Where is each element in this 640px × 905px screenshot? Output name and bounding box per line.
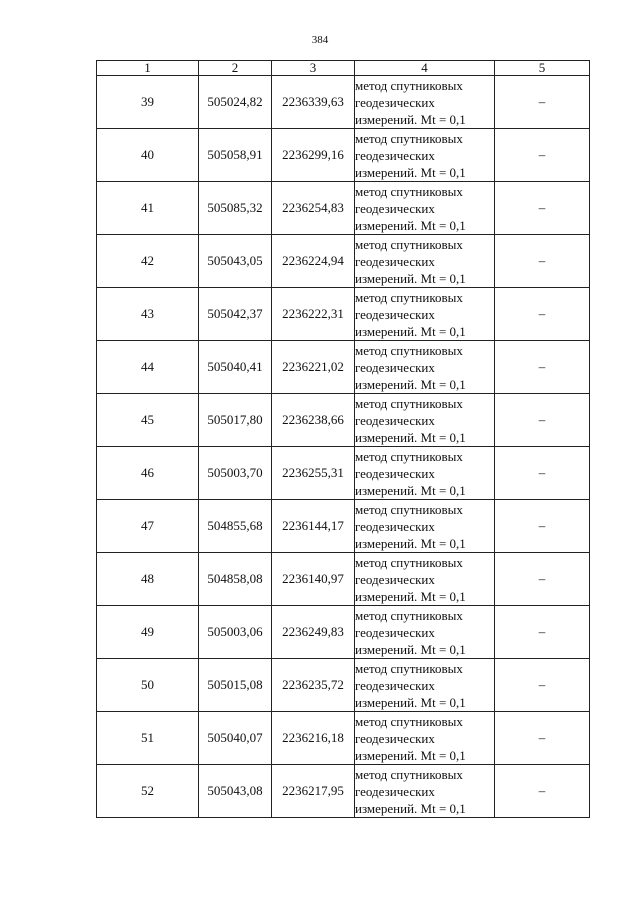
column-header-4: 4 bbox=[355, 61, 495, 76]
table-row bbox=[97, 500, 590, 553]
point-number-cell: 47 bbox=[97, 500, 199, 553]
method-line: метод спутниковых bbox=[355, 395, 463, 411]
method-line: измерений. Mt = 0,1 bbox=[355, 747, 466, 763]
method-line: измерений. Mt = 0,1 bbox=[355, 217, 466, 233]
header-row bbox=[97, 61, 590, 76]
method-line: метод спутниковых bbox=[355, 236, 463, 252]
y-coordinate-cell: 2236224,94 bbox=[272, 235, 355, 288]
point-number-cell: 40 bbox=[97, 129, 199, 182]
y-coordinate-cell: 2236339,63 bbox=[272, 76, 355, 129]
table-row bbox=[97, 712, 590, 765]
method-cell bbox=[355, 606, 495, 659]
table-row bbox=[97, 394, 590, 447]
page-number: 384 bbox=[311, 34, 329, 46]
table-row bbox=[97, 606, 590, 659]
point-number-cell: 44 bbox=[97, 341, 199, 394]
x-coordinate-cell: 505043,05 bbox=[199, 235, 272, 288]
method-line: метод спутниковых bbox=[355, 183, 463, 199]
x-coordinate-cell: 505040,07 bbox=[199, 712, 272, 765]
mark-cell: – bbox=[495, 606, 590, 659]
method-line: метод спутниковых bbox=[355, 713, 463, 729]
mark-cell: – bbox=[495, 659, 590, 712]
x-coordinate-cell: 505015,08 bbox=[199, 659, 272, 712]
point-number-cell: 50 bbox=[97, 659, 199, 712]
method-line: геодезических bbox=[355, 147, 435, 163]
method-line: измерений. Mt = 0,1 bbox=[355, 429, 466, 445]
method-cell bbox=[355, 553, 495, 606]
method-line: метод спутниковых bbox=[355, 342, 463, 358]
column-header-1: 1 bbox=[97, 61, 199, 76]
method-line: измерений. Mt = 0,1 bbox=[355, 376, 466, 392]
point-number-cell: 52 bbox=[97, 765, 199, 818]
method-line: геодезических bbox=[355, 730, 435, 746]
method-cell bbox=[355, 235, 495, 288]
x-coordinate-cell: 504855,68 bbox=[199, 500, 272, 553]
x-coordinate-cell: 505085,32 bbox=[199, 182, 272, 235]
method-cell bbox=[355, 447, 495, 500]
mark-cell: – bbox=[495, 182, 590, 235]
y-coordinate-cell: 2236249,83 bbox=[272, 606, 355, 659]
y-coordinate-cell: 2236255,31 bbox=[272, 447, 355, 500]
method-cell bbox=[355, 659, 495, 712]
method-cell bbox=[355, 394, 495, 447]
table-row bbox=[97, 288, 590, 341]
method-line: геодезических bbox=[355, 359, 435, 375]
method-line: измерений. Mt = 0,1 bbox=[355, 800, 466, 816]
method-line: измерений. Mt = 0,1 bbox=[355, 588, 466, 604]
method-cell bbox=[355, 500, 495, 553]
table-row bbox=[97, 659, 590, 712]
y-coordinate-cell: 2236140,97 bbox=[272, 553, 355, 606]
y-coordinate-cell: 2236221,02 bbox=[272, 341, 355, 394]
method-line: геодезических bbox=[355, 518, 435, 534]
x-coordinate-cell: 505042,37 bbox=[199, 288, 272, 341]
mark-cell: – bbox=[495, 553, 590, 606]
mark-cell: – bbox=[495, 765, 590, 818]
point-number-cell: 43 bbox=[97, 288, 199, 341]
mark-cell: – bbox=[495, 288, 590, 341]
method-cell bbox=[355, 712, 495, 765]
table-row bbox=[97, 447, 590, 500]
mark-cell: – bbox=[495, 394, 590, 447]
y-coordinate-cell: 2236235,72 bbox=[272, 659, 355, 712]
method-cell bbox=[355, 76, 495, 129]
method-line: измерений. Mt = 0,1 bbox=[355, 323, 466, 339]
method-line: измерений. Mt = 0,1 bbox=[355, 641, 466, 657]
x-coordinate-cell: 505024,82 bbox=[199, 76, 272, 129]
point-number-cell: 51 bbox=[97, 712, 199, 765]
x-coordinate-cell: 505017,80 bbox=[199, 394, 272, 447]
point-number-cell: 49 bbox=[97, 606, 199, 659]
method-line: измерений. Mt = 0,1 bbox=[355, 482, 466, 498]
method-line: геодезических bbox=[355, 253, 435, 269]
table-body bbox=[97, 76, 590, 818]
method-line: измерений. Mt = 0,1 bbox=[355, 270, 466, 286]
method-line: геодезических bbox=[355, 465, 435, 481]
method-line: измерений. Mt = 0,1 bbox=[355, 164, 466, 180]
table-row bbox=[97, 129, 590, 182]
point-number-cell: 46 bbox=[97, 447, 199, 500]
y-coordinate-cell: 2236216,18 bbox=[272, 712, 355, 765]
point-number-cell: 42 bbox=[97, 235, 199, 288]
point-number-cell: 39 bbox=[97, 76, 199, 129]
table-row bbox=[97, 76, 590, 129]
mark-cell: – bbox=[495, 129, 590, 182]
method-cell bbox=[355, 288, 495, 341]
y-coordinate-cell: 2236238,66 bbox=[272, 394, 355, 447]
method-line: метод спутниковых bbox=[355, 448, 463, 464]
table-row bbox=[97, 182, 590, 235]
y-coordinate-cell: 2236144,17 bbox=[272, 500, 355, 553]
mark-cell: – bbox=[495, 500, 590, 553]
method-line: метод спутниковых bbox=[355, 607, 463, 623]
mark-cell: – bbox=[495, 235, 590, 288]
method-line: геодезических bbox=[355, 94, 435, 110]
method-line: метод спутниковых bbox=[355, 766, 463, 782]
method-cell bbox=[355, 182, 495, 235]
point-number-cell: 41 bbox=[97, 182, 199, 235]
column-header-2: 2 bbox=[199, 61, 272, 76]
y-coordinate-cell: 2236222,31 bbox=[272, 288, 355, 341]
x-coordinate-cell: 505003,06 bbox=[199, 606, 272, 659]
y-coordinate-cell: 2236254,83 bbox=[272, 182, 355, 235]
method-cell bbox=[355, 765, 495, 818]
method-line: геодезических bbox=[355, 412, 435, 428]
mark-cell: – bbox=[495, 447, 590, 500]
y-coordinate-cell: 2236217,95 bbox=[272, 765, 355, 818]
table-row bbox=[97, 341, 590, 394]
method-line: измерений. Mt = 0,1 bbox=[355, 694, 466, 710]
method-line: метод спутниковых bbox=[355, 289, 463, 305]
method-line: геодезических bbox=[355, 571, 435, 587]
method-line: геодезических bbox=[355, 306, 435, 322]
method-line: геодезических bbox=[355, 624, 435, 640]
method-line: измерений. Mt = 0,1 bbox=[355, 111, 466, 127]
method-line: геодезических bbox=[355, 677, 435, 693]
x-coordinate-cell: 505043,08 bbox=[199, 765, 272, 818]
table-row bbox=[97, 765, 590, 818]
method-line: метод спутниковых bbox=[355, 660, 463, 676]
method-line: метод спутниковых bbox=[355, 130, 463, 146]
method-line: геодезических bbox=[355, 783, 435, 799]
x-coordinate-cell: 504858,08 bbox=[199, 553, 272, 606]
coordinates-table bbox=[96, 60, 590, 818]
method-line: метод спутниковых bbox=[355, 77, 463, 93]
point-number-cell: 45 bbox=[97, 394, 199, 447]
column-header-5: 5 bbox=[495, 61, 590, 76]
x-coordinate-cell: 505003,70 bbox=[199, 447, 272, 500]
table-row bbox=[97, 235, 590, 288]
method-line: измерений. Mt = 0,1 bbox=[355, 535, 466, 551]
y-coordinate-cell: 2236299,16 bbox=[272, 129, 355, 182]
mark-cell: – bbox=[495, 76, 590, 129]
method-cell bbox=[355, 341, 495, 394]
method-line: метод спутниковых bbox=[355, 554, 463, 570]
point-number-cell: 48 bbox=[97, 553, 199, 606]
table-row bbox=[97, 553, 590, 606]
method-line: геодезических bbox=[355, 200, 435, 216]
mark-cell: – bbox=[495, 341, 590, 394]
column-header-3: 3 bbox=[272, 61, 355, 76]
method-line: метод спутниковых bbox=[355, 501, 463, 517]
x-coordinate-cell: 505058,91 bbox=[199, 129, 272, 182]
mark-cell: – bbox=[495, 712, 590, 765]
method-cell bbox=[355, 129, 495, 182]
x-coordinate-cell: 505040,41 bbox=[199, 341, 272, 394]
